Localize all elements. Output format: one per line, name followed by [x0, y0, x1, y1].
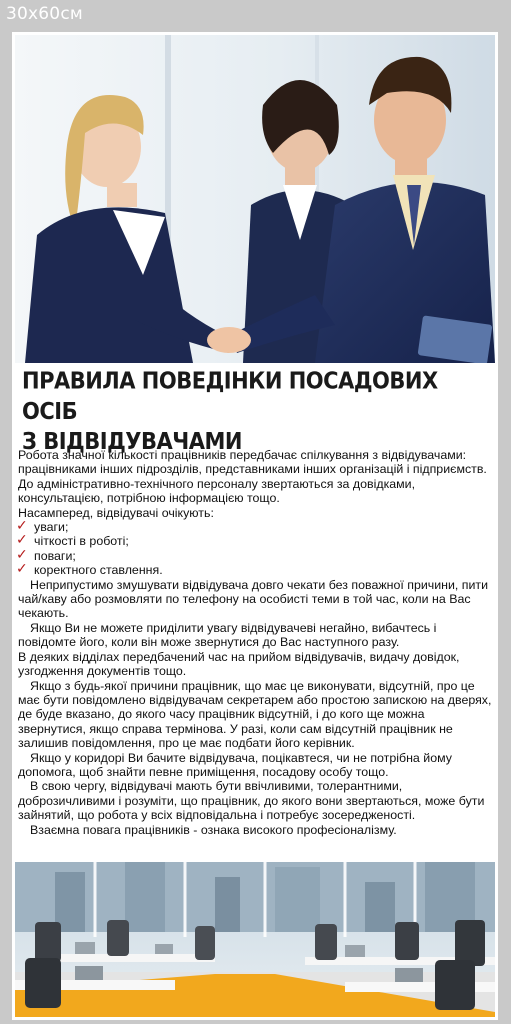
list-item — [18, 534, 494, 548]
rule-paragraph: Неприпустимо змушувати відвідувача довго чекати без поважної причини, пити чай/каву або розмовляти по телефону на особисті теми в той час, коли на Вас чекають. — [18, 577, 489, 621]
checkmark-icon: ✓ — [16, 561, 28, 578]
expectations-list — [18, 520, 494, 578]
title-line-1: ПРАВИЛА ПОВЕДІНКИ ПОСАДОВИХ ОСІБ — [22, 368, 438, 425]
list-item-label: чіткості в роботі; — [34, 534, 129, 549]
rule-paragraph: Якщо Ви не можете приділити увагу відвідувачеві негайно, вибачтесь і повідомте його, коли він може звернутися до Вас наступного разу. — [18, 620, 437, 650]
rules-text — [18, 448, 494, 837]
intro-paragraph: Насамперед, відвідувачі очікують: — [18, 505, 214, 520]
size-label: 30х60см — [6, 4, 83, 24]
rule-paragraph: В свою чергу, відвідувачі мають бути ввічливими, толерантними, доброзичливими і розуміти, що працівник, до якого вони звертаються, може бути зайнятий, що робота у всіх відповідальна і потребує зосередженості. — [18, 779, 485, 823]
rule-paragraph: Якщо у коридорі Ви бачите відвідувача, поцікавтеся, чи не потрібна йому допомога, щоб знайти певне приміщення, посадову особу тощо. — [18, 750, 452, 779]
intro-paragraph: До адміністративно-технічного персоналу звертаються за довідками, консультацією, потрібною інформацією тощо. — [18, 476, 416, 506]
list-item — [16, 546, 494, 563]
list-item-label: поваги; — [34, 548, 76, 563]
handshake-illustration — [15, 35, 495, 363]
title-line-2: З ВІДВІДУВАЧАМИ — [22, 428, 242, 455]
page-title — [22, 366, 492, 457]
list-item — [18, 563, 494, 577]
list-item-label: уваги; — [34, 520, 69, 535]
intro-paragraph: Робота значної кількості працівників передбачає спілкування з відвідувачами: працівниками інших підрозділів, представниками інших організацій і підприємств. — [18, 448, 487, 477]
handshake-photo — [15, 35, 495, 363]
checkmark-icon: ✓ — [16, 518, 28, 535]
rule-paragraph: Взаємна повага працівників - ознака високого професіоналізму. — [30, 822, 397, 837]
poster — [12, 32, 498, 1020]
office-illustration — [15, 862, 495, 1017]
office-photo — [15, 862, 495, 1017]
rule-paragraph: Якщо з будь-якої причини працівник, що має це виконувати, відсутній, про це має бути повідомлено відвідувачам секретарем або простою запискою на дверях, де буде вказано, до якого часу працівник відсутній, і до кого ще можна звернутися, якщо справа термінова. У разі, коли сам відсутній працівник не залишив повідомлення, про це має подбати його керівник. — [18, 678, 492, 751]
list-item — [18, 520, 494, 534]
rule-paragraph: В деяких відділах передбачений час на прийом відвідувачів, видачу довідок, узгодження документів тощо. — [18, 649, 460, 679]
checkmark-icon: ✓ — [16, 532, 28, 549]
checkmark-icon: ✓ — [16, 546, 28, 563]
list-item-label: коректного ставлення. — [34, 563, 163, 578]
